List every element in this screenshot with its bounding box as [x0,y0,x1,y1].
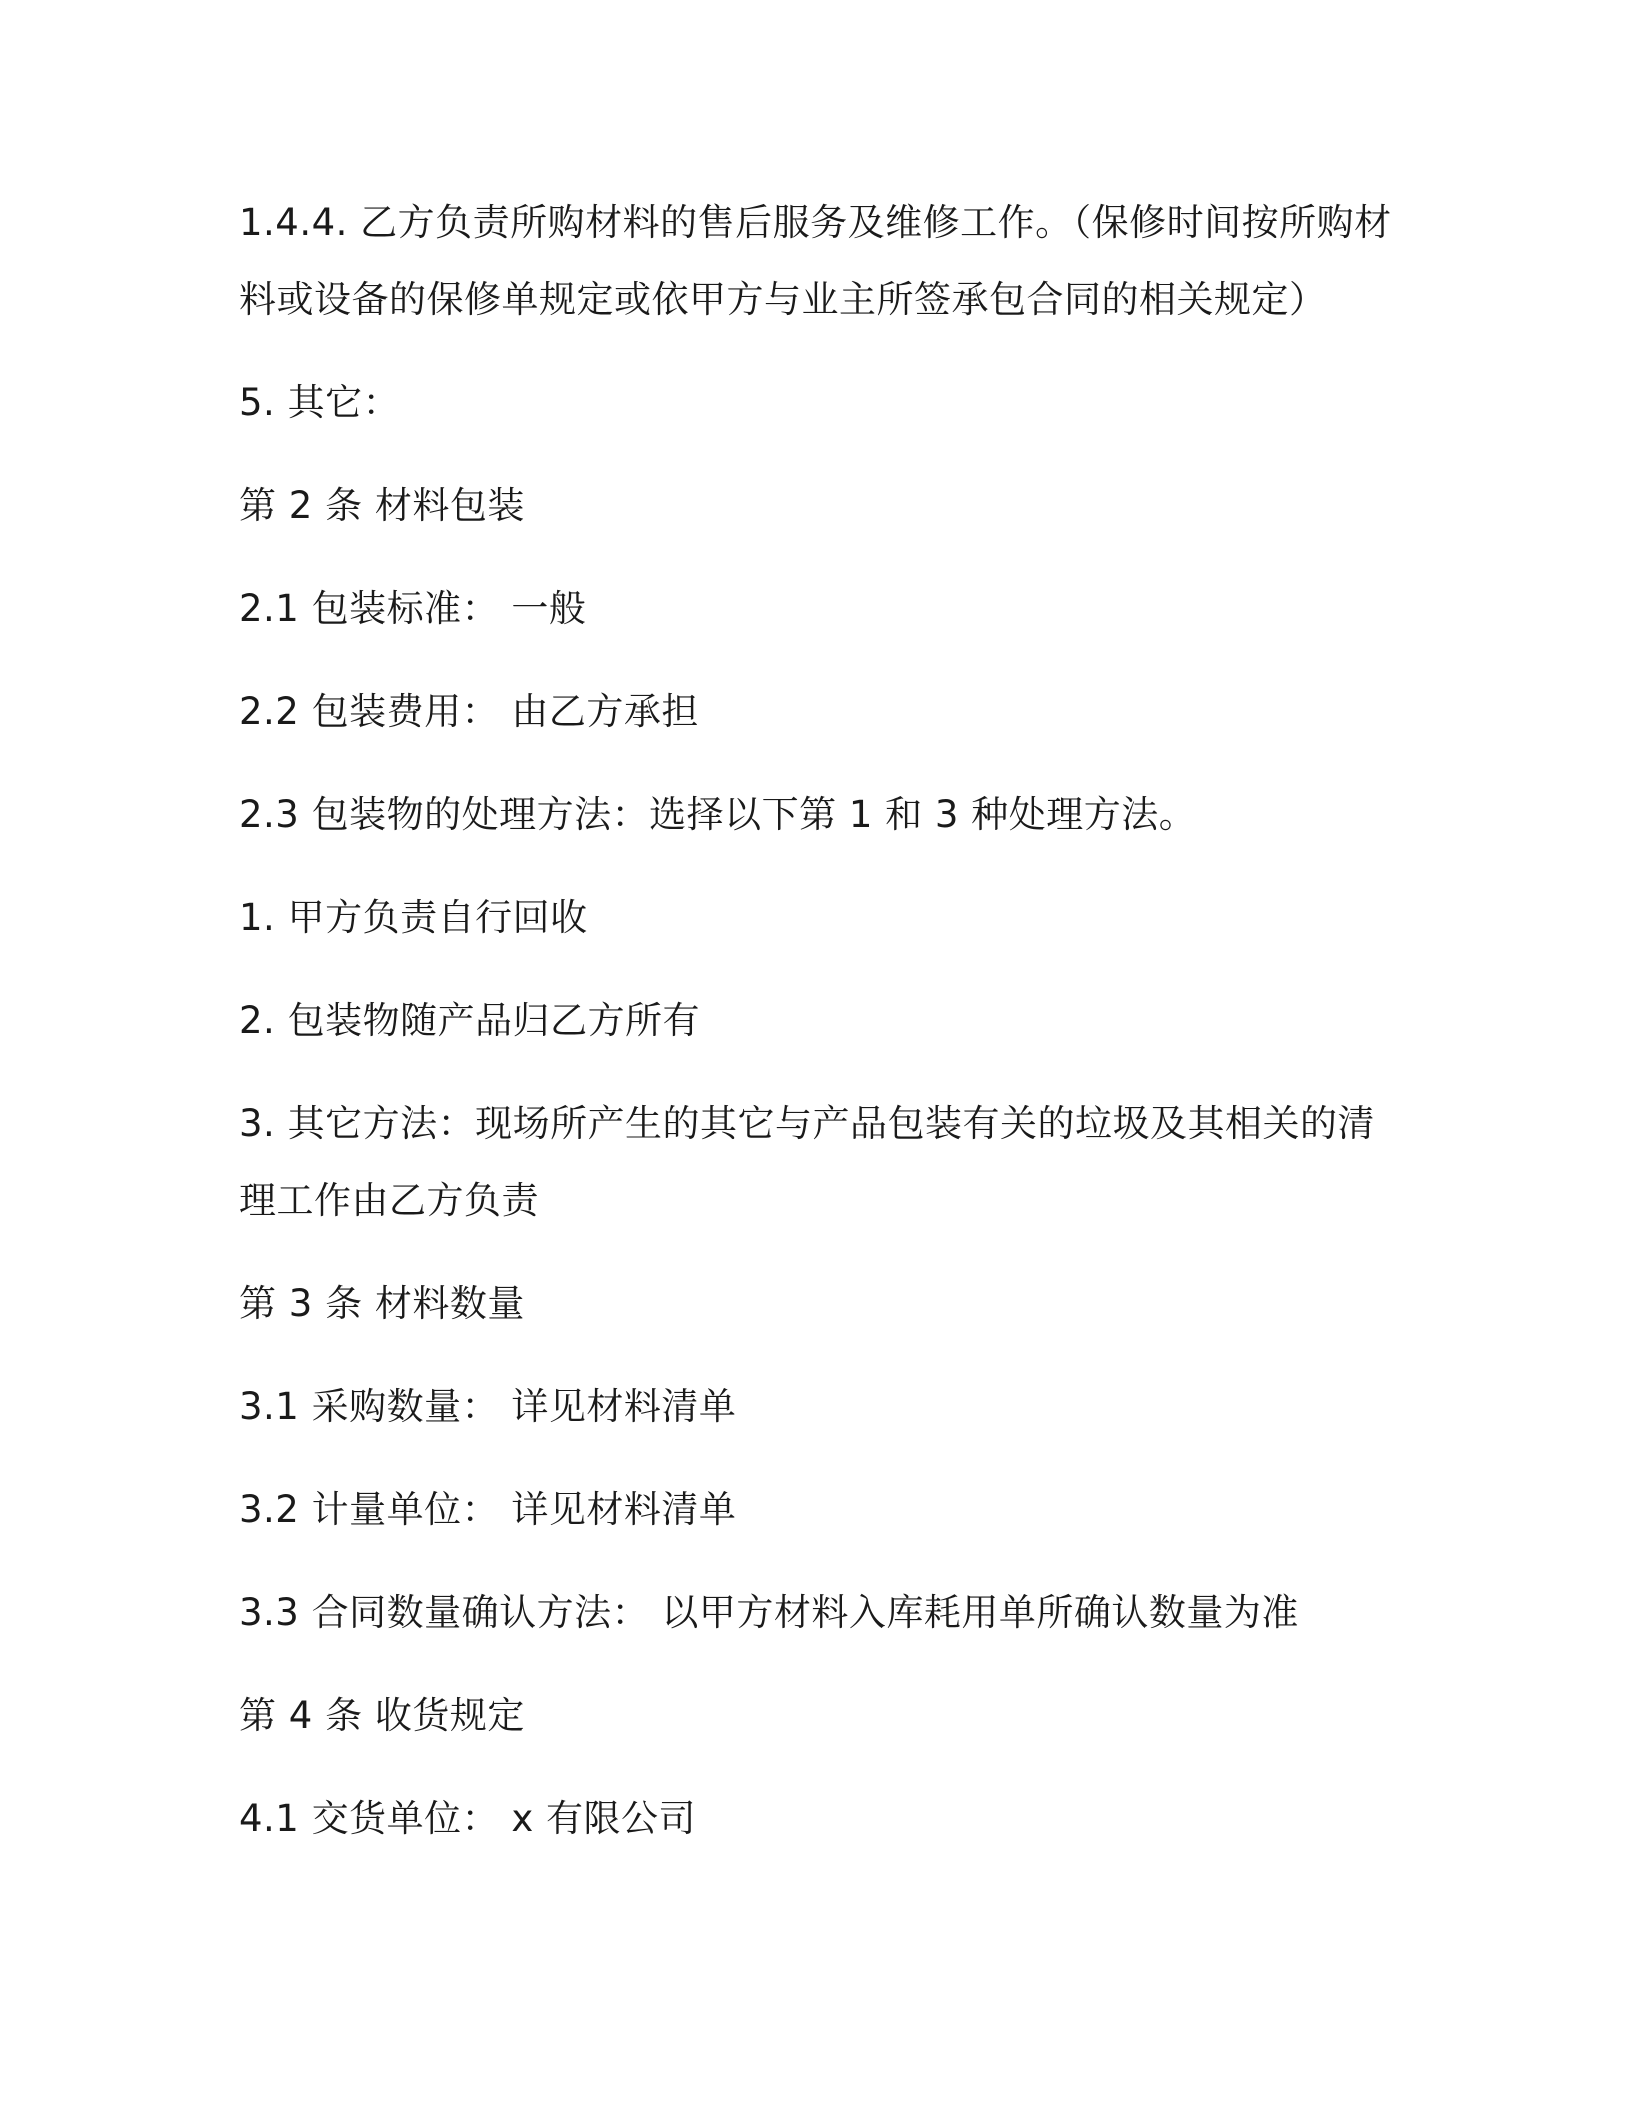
clause-3-1: 3.1 采购数量： 详见材料清单 [239,1385,737,1428]
clause-2-1: 2.1 包装标准： 一般 [239,587,587,630]
clause-3-3: 3.3 合同数量确认方法： 以甲方材料入库耗用单所确认数量为准 [239,1591,1299,1634]
clause-5-other: 5. 其它： [239,381,401,424]
article-4-heading: 第 4 条 收货规定 [239,1694,525,1737]
article-3-heading: 第 3 条 材料数量 [239,1282,525,1325]
clause-4-1: 4.1 交货单位： x 有限公司 [239,1797,697,1840]
document-body [239,184,1399,1883]
option-3: 3. 其它方法：现场所产生的其它与产品包装有关的垃圾及其相关的清理工作由乙方负责 [239,1102,1376,1222]
article-2-heading: 第 2 条 材料包装 [239,484,525,527]
clause-2-2: 2.2 包装费用： 由乙方承担 [239,690,699,733]
clause-3-2: 3.2 计量单位： 详见材料清单 [239,1488,737,1531]
clause-2-3: 2.3 包装物的处理方法：选择以下第 1 和 3 种处理方法。 [239,793,1197,836]
option-2: 2. 包装物随产品归乙方所有 [239,999,701,1042]
clause-1-4-4: 1.4.4. 乙方负责所购材料的售后服务及维修工作。（保修时间按所购材料或设备的保修单规定或依甲方与业主所签承包合同的相关规定） [239,201,1392,321]
option-1: 1. 甲方负责自行回收 [239,896,588,939]
